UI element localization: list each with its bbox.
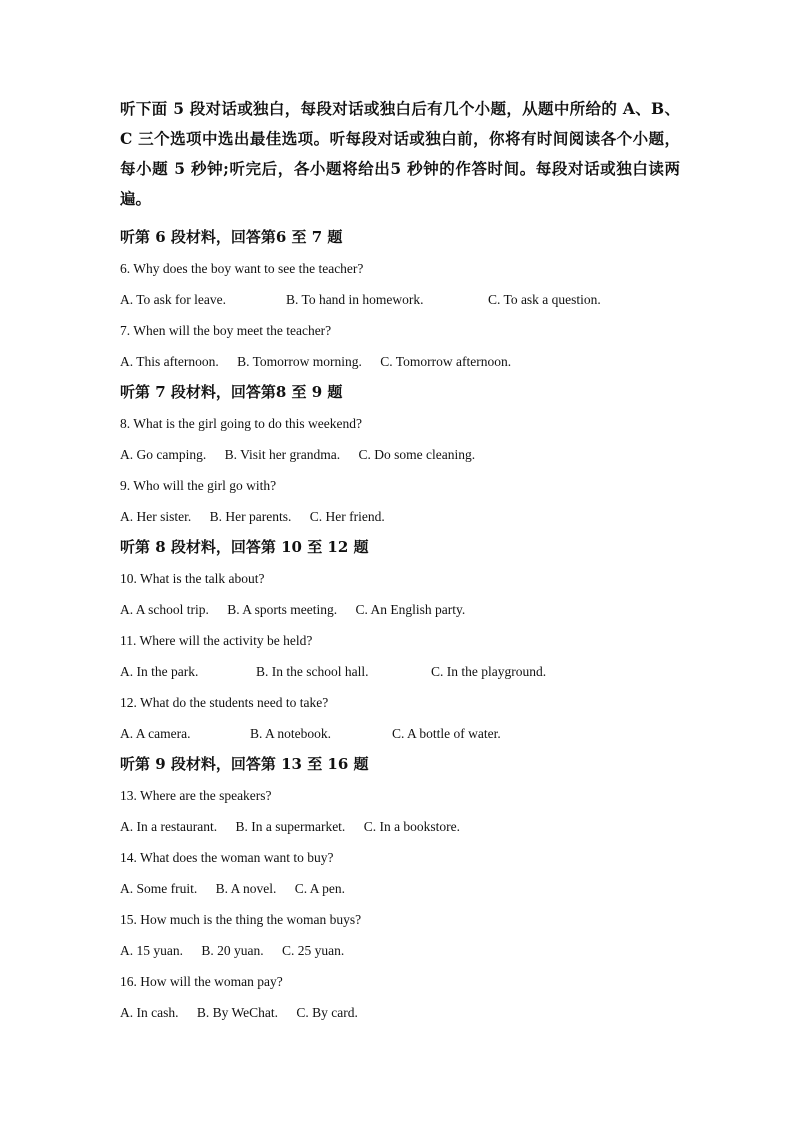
option-c: C. In a bookstore.: [363, 819, 461, 834]
options-row: [120, 718, 680, 749]
option-b: B. Her parents.: [209, 509, 292, 524]
option-a: A. In the park.: [120, 664, 199, 679]
option-b: B. In a supermarket.: [235, 819, 346, 834]
option-a: A. This afternoon.: [120, 354, 219, 369]
option-b: B. Visit her grandma.: [224, 447, 341, 462]
option-b: B. A sports meeting.: [227, 602, 338, 617]
question-text: 16. How will the woman pay?: [120, 974, 283, 989]
option-a: A. Go camping.: [120, 447, 207, 462]
option-b: B. A notebook.: [250, 726, 332, 741]
question-text: 12. What do the students need to take?: [120, 695, 329, 710]
section-heading: 听第 6 段材料，回答第6 至 7 题: [120, 228, 343, 246]
question-text: 7. When will the boy meet the teacher?: [120, 323, 332, 338]
question-text: 6. Why does the boy want to see the teacher?: [120, 261, 364, 276]
question-text: 15. How much is the thing the woman buys?: [120, 912, 362, 927]
option-c: C. 25 yuan.: [282, 943, 345, 958]
exam-page: [120, 94, 680, 1028]
option-b: B. By WeChat.: [196, 1005, 279, 1020]
options-row: [120, 346, 680, 377]
question-text: 11. Where will the activity be held?: [120, 633, 313, 648]
option-c: C. In the playground.: [431, 664, 547, 679]
option-b: B. To hand in homework.: [286, 292, 424, 307]
section-heading: 听第 9 段材料，回答第 13 至 16 题: [120, 755, 369, 773]
options-row: [120, 439, 680, 470]
option-c: C. A pen.: [294, 881, 346, 896]
section-heading: 听第 8 段材料，回答第 10 至 12 题: [120, 538, 369, 556]
option-a: A. In cash.: [120, 1005, 179, 1020]
options-row: [120, 594, 680, 625]
option-a: A. A camera.: [120, 726, 191, 741]
option-c: C. By card.: [296, 1005, 358, 1020]
question-text: 9. Who will the girl go with?: [120, 478, 277, 493]
options-row: [120, 656, 680, 687]
question-text: 10. What is the talk about?: [120, 571, 265, 586]
option-a: A. To ask for leave.: [120, 292, 227, 307]
option-b: B. A novel.: [215, 881, 277, 896]
option-a: A. Her sister.: [120, 509, 192, 524]
options-row: [120, 873, 680, 904]
option-c: C. Tomorrow afternoon.: [380, 354, 512, 369]
options-row: [120, 811, 680, 842]
option-b: B. Tomorrow morning.: [237, 354, 362, 369]
option-c: C. To ask a question.: [488, 292, 601, 307]
option-b: B. In the school hall.: [256, 664, 369, 679]
option-a: A. In a restaurant.: [120, 819, 218, 834]
section-heading: 听第 7 段材料，回答第8 至 9 题: [120, 383, 343, 401]
options-row: [120, 501, 680, 532]
options-row: [120, 284, 680, 315]
options-row: [120, 997, 680, 1028]
options-row: [120, 935, 680, 966]
question-text: 8. What is the girl going to do this weekend?: [120, 416, 362, 431]
question-text: 13. Where are the speakers?: [120, 788, 272, 803]
option-c: C. A bottle of water.: [392, 726, 501, 741]
question-text: 14. What does the woman want to buy?: [120, 850, 334, 865]
option-c: C. Do some cleaning.: [358, 447, 476, 462]
option-a: A. 15 yuan.: [120, 943, 183, 958]
option-c: C. Her friend.: [309, 509, 385, 524]
option-b: B. 20 yuan.: [201, 943, 264, 958]
instructions-paragraph: 听下面 5 段对话或独白，每段对话或独白后有几个小题，从题中所给的 A、B、C 三个选项中选出最佳选项。听每段对话或独白前，你将有时间阅读各个小题，每小题 5 秒钟;听完后，各小题将给出5 秒钟的作答时间。每段对话或独白读两遍。: [120, 99, 680, 208]
option-a: A. A school trip.: [120, 602, 209, 617]
option-c: C. An English party.: [355, 602, 466, 617]
option-a: A. Some fruit.: [120, 881, 198, 896]
